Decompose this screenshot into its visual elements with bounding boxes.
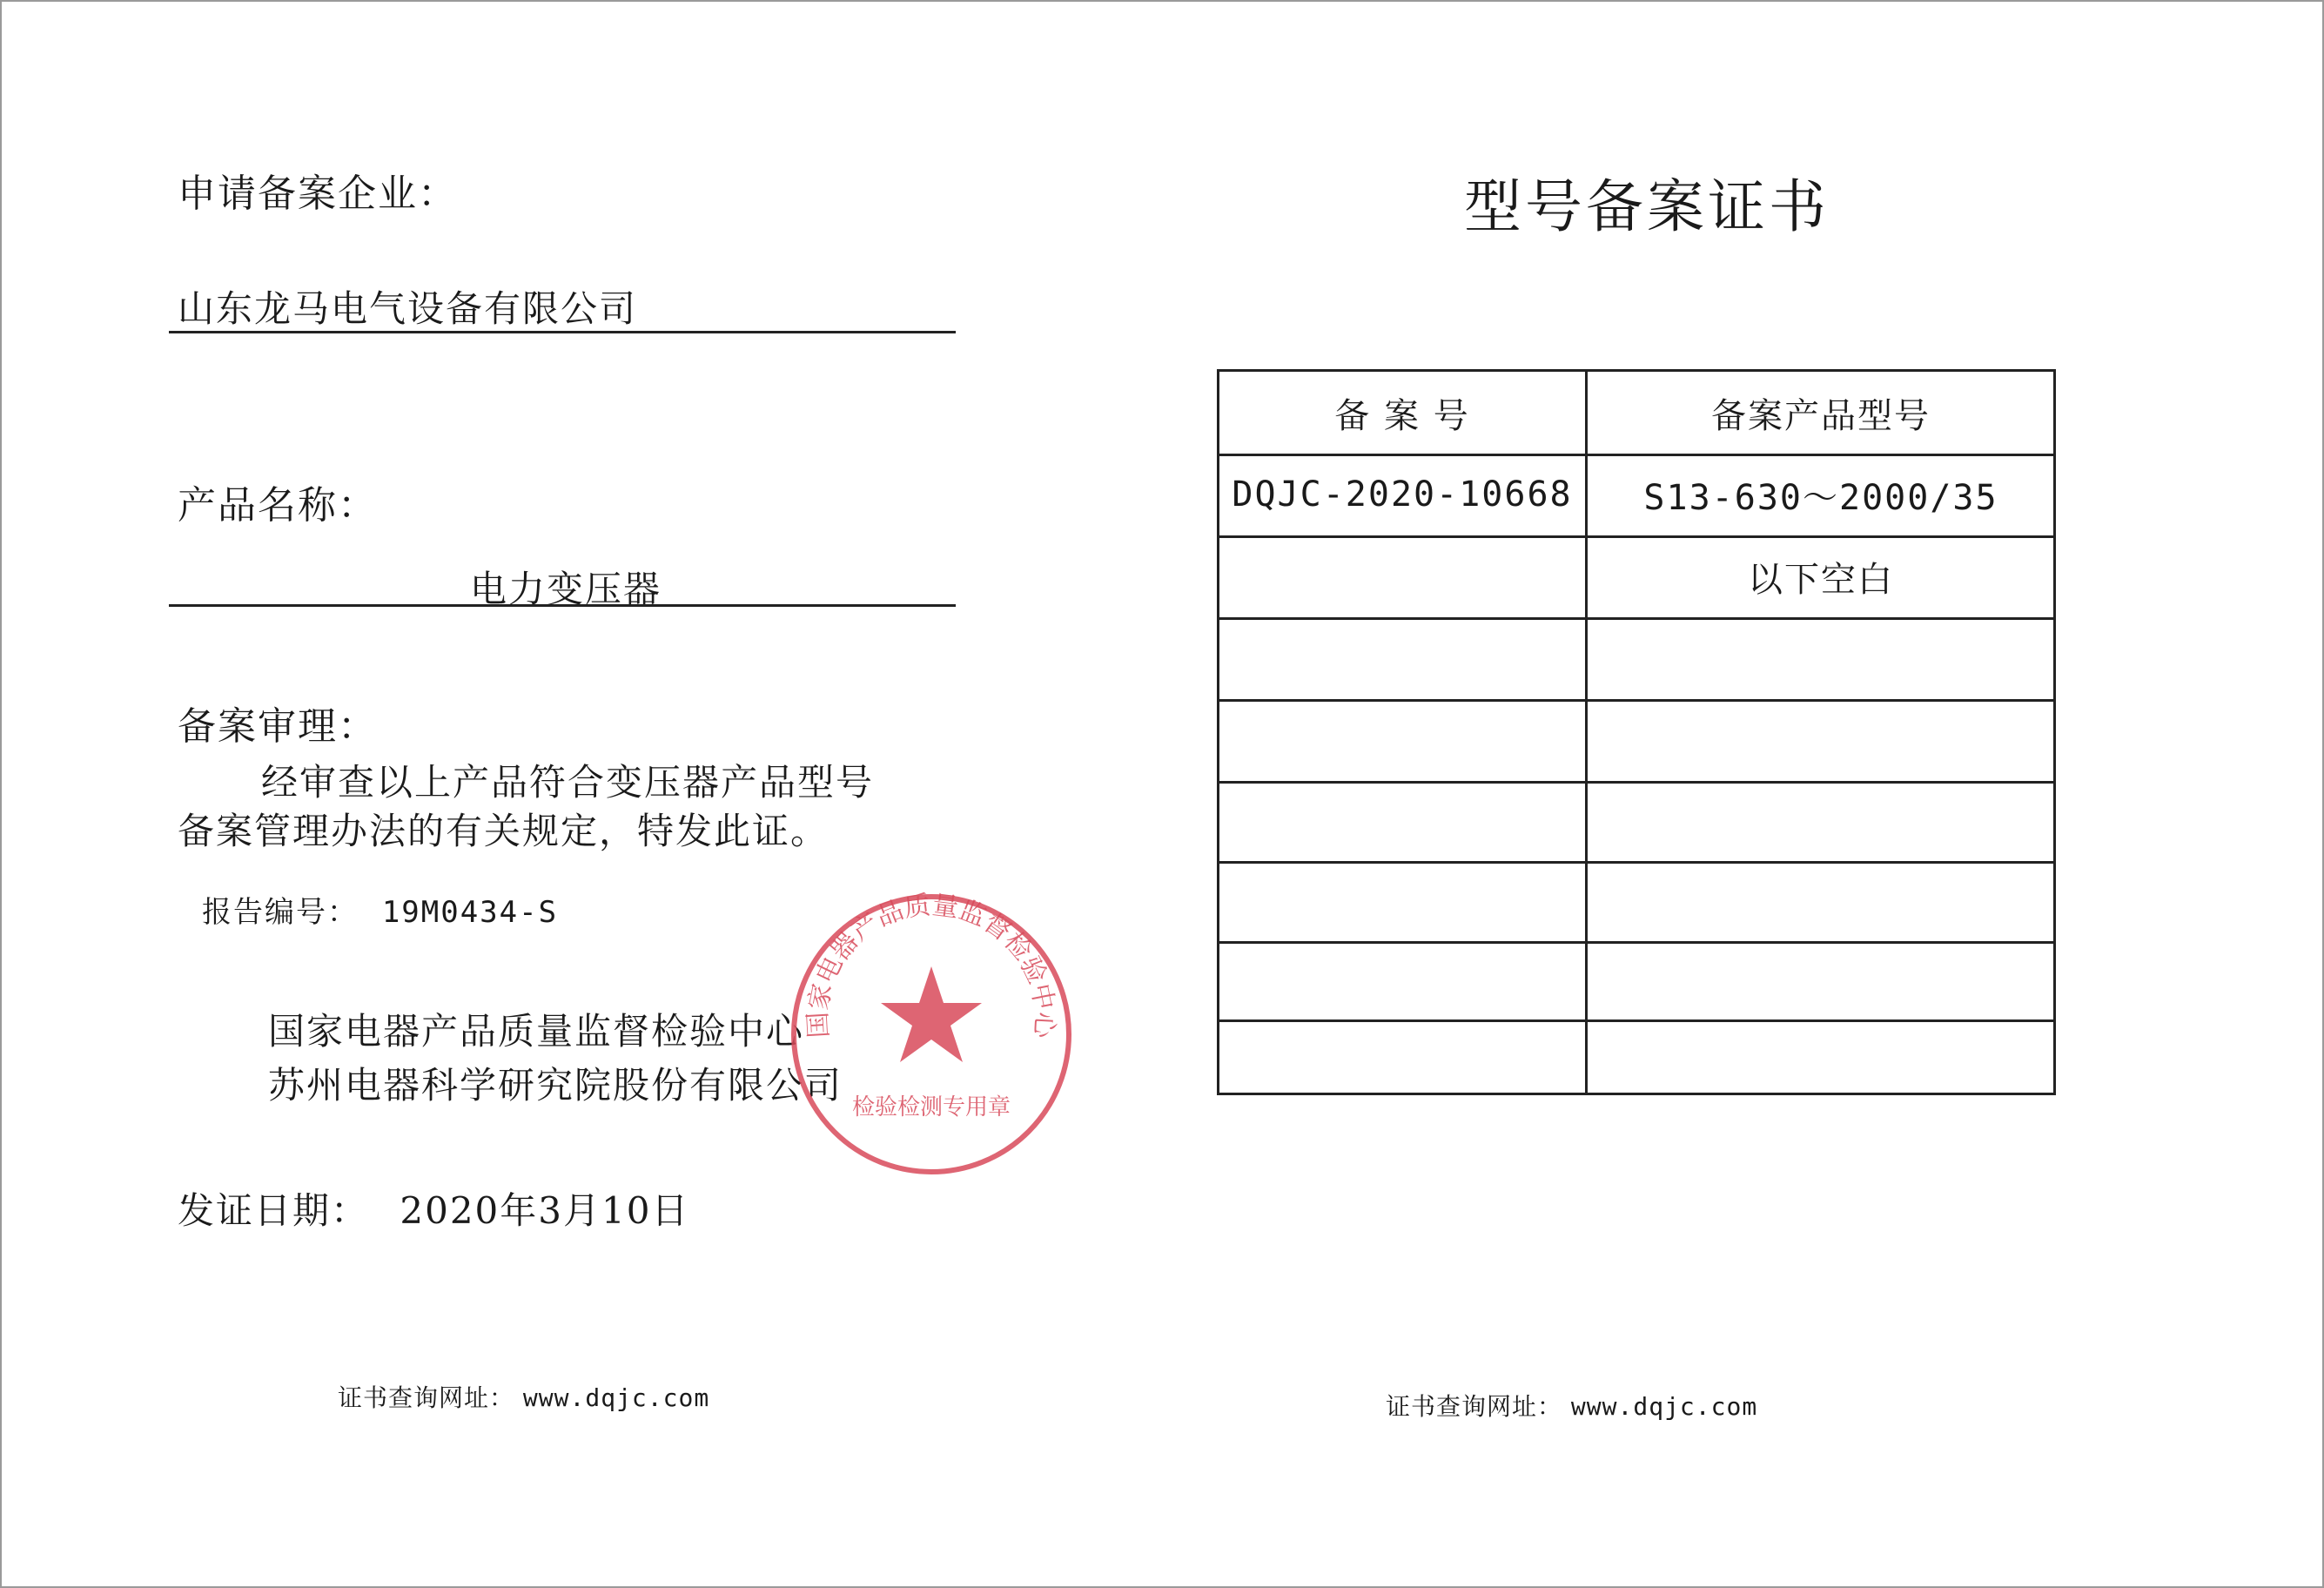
applicant-label: 申请备案企业： <box>178 172 458 216</box>
date-value: 2020年3月10日 <box>400 1189 690 1232</box>
seal-subtext: 检验检测专用章 <box>851 1094 1011 1120</box>
product-value: 电力变压器 <box>470 568 662 610</box>
table-cell-registration-no: DQJC-2020-10668 <box>1232 474 1573 515</box>
right-footer <box>1386 1388 1757 1423</box>
left-footer-label: 证书查询网址： <box>338 1383 515 1412</box>
table-cell-product-model: S13-630～2000/35 <box>1643 477 1998 518</box>
seal-star-icon <box>881 966 982 1062</box>
issuer-line2: 苏州电器科学研究院股份有限公司 <box>268 1064 843 1107</box>
official-seal-stamp <box>783 886 1079 1182</box>
left-footer-url[interactable]: www.dqjc.com <box>522 1383 710 1412</box>
issue-date-row <box>178 1182 689 1235</box>
table-header-product-model: 备案产品型号 <box>1711 395 1931 436</box>
report-number-row <box>202 888 558 931</box>
product-underline <box>169 604 956 607</box>
applicant-value: 山东龙马电气设备有限公司 <box>178 287 638 330</box>
date-label: 发证日期： <box>178 1189 370 1232</box>
certificate-title: 型号备案证书 <box>1464 173 1830 240</box>
table-header-registration-no: 备 案 号 <box>1334 395 1470 436</box>
table-row-divider <box>1219 617 2053 620</box>
review-text-line1: 经审查以上产品符合变压器产品型号 <box>261 761 875 804</box>
table-row-divider <box>1219 781 2053 784</box>
registration-table <box>1217 369 2056 1095</box>
review-label: 备案审理： <box>178 704 378 749</box>
seal-text: 国家电器产品质量监督检验中心 <box>803 890 1060 1040</box>
table-row-divider <box>1219 941 2053 944</box>
table-row-divider <box>1219 699 2053 702</box>
table-row-divider <box>1219 861 2053 864</box>
applicant-underline <box>169 331 956 333</box>
review-text-line2: 备案管理办法的有关规定，特发此证。 <box>178 810 830 852</box>
report-label: 报告编号： <box>202 895 359 930</box>
table-row-divider <box>1219 1019 2053 1022</box>
left-footer <box>338 1379 709 1414</box>
product-label: 产品名称： <box>178 483 378 528</box>
table-cell-blank-note: 以下空白 <box>1748 559 1894 600</box>
issuer-line1: 国家电器产品质量监督检验中心 <box>268 1010 805 1053</box>
right-footer-label: 证书查询网址： <box>1386 1392 1563 1421</box>
table-cell <box>1219 535 1585 617</box>
right-footer-url[interactable]: www.dqjc.com <box>1570 1392 1758 1421</box>
report-value: 19M0434-S <box>381 895 559 930</box>
